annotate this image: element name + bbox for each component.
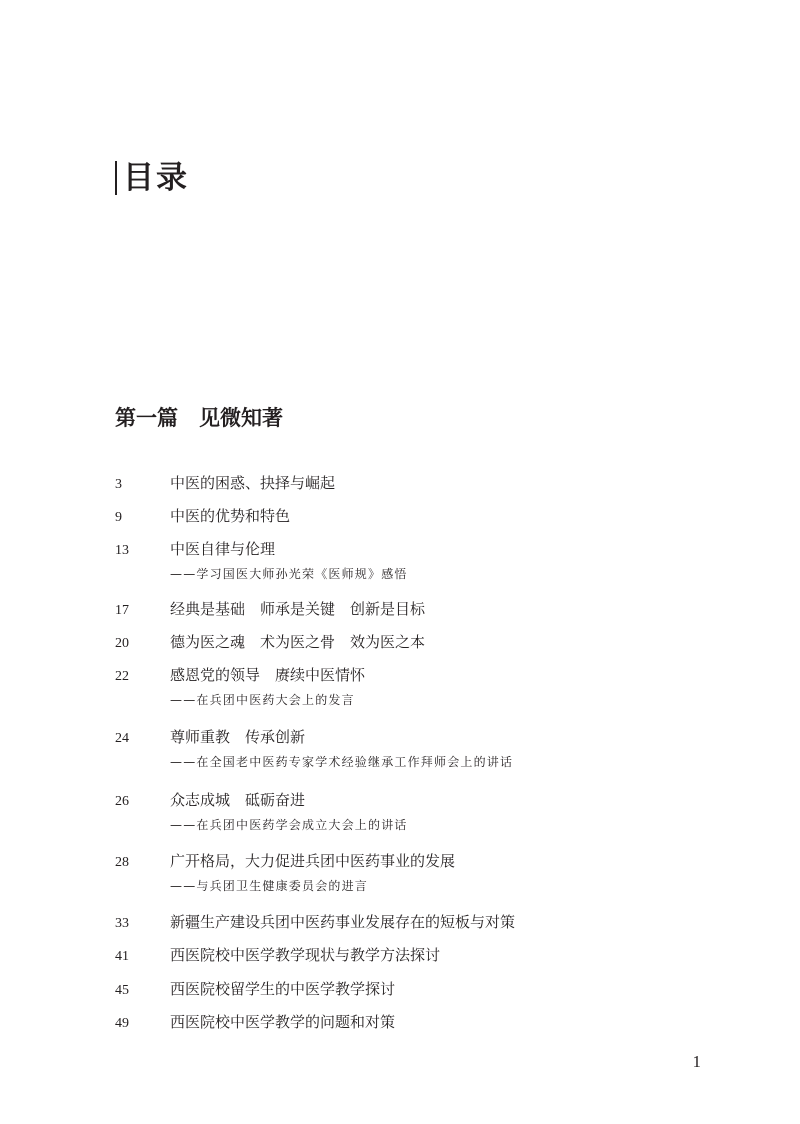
toc-page-number: 3: [115, 477, 122, 492]
toc-page-number: 41: [115, 949, 129, 964]
toc-entry[interactable]: [115, 538, 715, 583]
page-title: 目录: [123, 160, 189, 196]
toc-entry[interactable]: [115, 505, 715, 527]
toc-entry[interactable]: [115, 978, 715, 1000]
toc-entry[interactable]: [115, 789, 715, 834]
toc-entry-title: 广开格局，大力促进兵团中医药事业的发展: [170, 852, 456, 870]
toc-page-number: 24: [115, 731, 129, 746]
toc-entry[interactable]: [115, 850, 715, 895]
toc-entry-subtitle: ——学习国医大师孙光荣《医师规》感悟: [170, 567, 408, 581]
title-rule: [115, 161, 117, 195]
toc-page-number: 17: [115, 603, 129, 618]
toc-entry-title: 感恩党的领导 赓续中医情怀: [170, 666, 366, 684]
toc-title-block: [115, 158, 189, 198]
toc-page-number: 26: [115, 794, 129, 809]
toc-page-number: 49: [115, 1016, 129, 1031]
toc-entry-title: 西医院校中医学教学的问题和对策: [170, 1013, 396, 1031]
toc-page-number: 13: [115, 543, 129, 558]
toc-entry-subtitle: ——在全国老中医药专家学术经验继承工作拜师会上的讲话: [170, 755, 514, 769]
toc-page-number: 45: [115, 983, 129, 998]
toc-page-number: 9: [115, 510, 122, 525]
toc-entry[interactable]: [115, 664, 715, 709]
toc-page-number: 33: [115, 916, 129, 931]
page-number: 1: [692, 1052, 701, 1071]
toc-entry-subtitle: ——与兵团卫生健康委员会的进言: [170, 879, 369, 893]
toc-entry-title: 德为医之魂 术为医之骨 效为医之本: [170, 633, 426, 651]
toc-entry[interactable]: [115, 944, 715, 966]
toc-page-number: 20: [115, 636, 129, 651]
toc-entry[interactable]: [115, 472, 715, 494]
toc-page-number: 22: [115, 669, 129, 684]
toc-page-number: 28: [115, 855, 129, 870]
toc-entry[interactable]: [115, 1011, 715, 1033]
toc-entry-title: 尊师重教 传承创新: [170, 728, 306, 746]
toc-entry-subtitle: ——在兵团中医药大会上的发言: [170, 693, 355, 707]
toc-entry-title: 中医自律与伦理: [170, 540, 276, 558]
toc-entry[interactable]: [115, 598, 715, 620]
toc-entry-title: 中医的困惑、抉择与崛起: [170, 474, 336, 492]
toc-entry-title: 西医院校留学生的中医学教学探讨: [170, 980, 396, 998]
toc-entry-title: 众志成城 砥砺奋进: [170, 791, 306, 809]
toc-entry[interactable]: [115, 726, 715, 771]
toc-entry-subtitle: ——在兵团中医药学会成立大会上的讲话: [170, 818, 408, 832]
part-heading: 第一篇 见微知著: [115, 405, 283, 430]
toc-entry-title: 经典是基础 师承是关键 创新是目标: [170, 600, 426, 618]
toc-entry[interactable]: [115, 911, 715, 933]
toc-entry[interactable]: [115, 631, 715, 653]
toc-entry-title: 新疆生产建设兵团中医药事业发展存在的短板与对策: [170, 913, 516, 931]
toc-entry-title: 西医院校中医学教学现状与教学方法探讨: [170, 946, 441, 964]
toc-entry-title: 中医的优势和特色: [170, 507, 291, 525]
